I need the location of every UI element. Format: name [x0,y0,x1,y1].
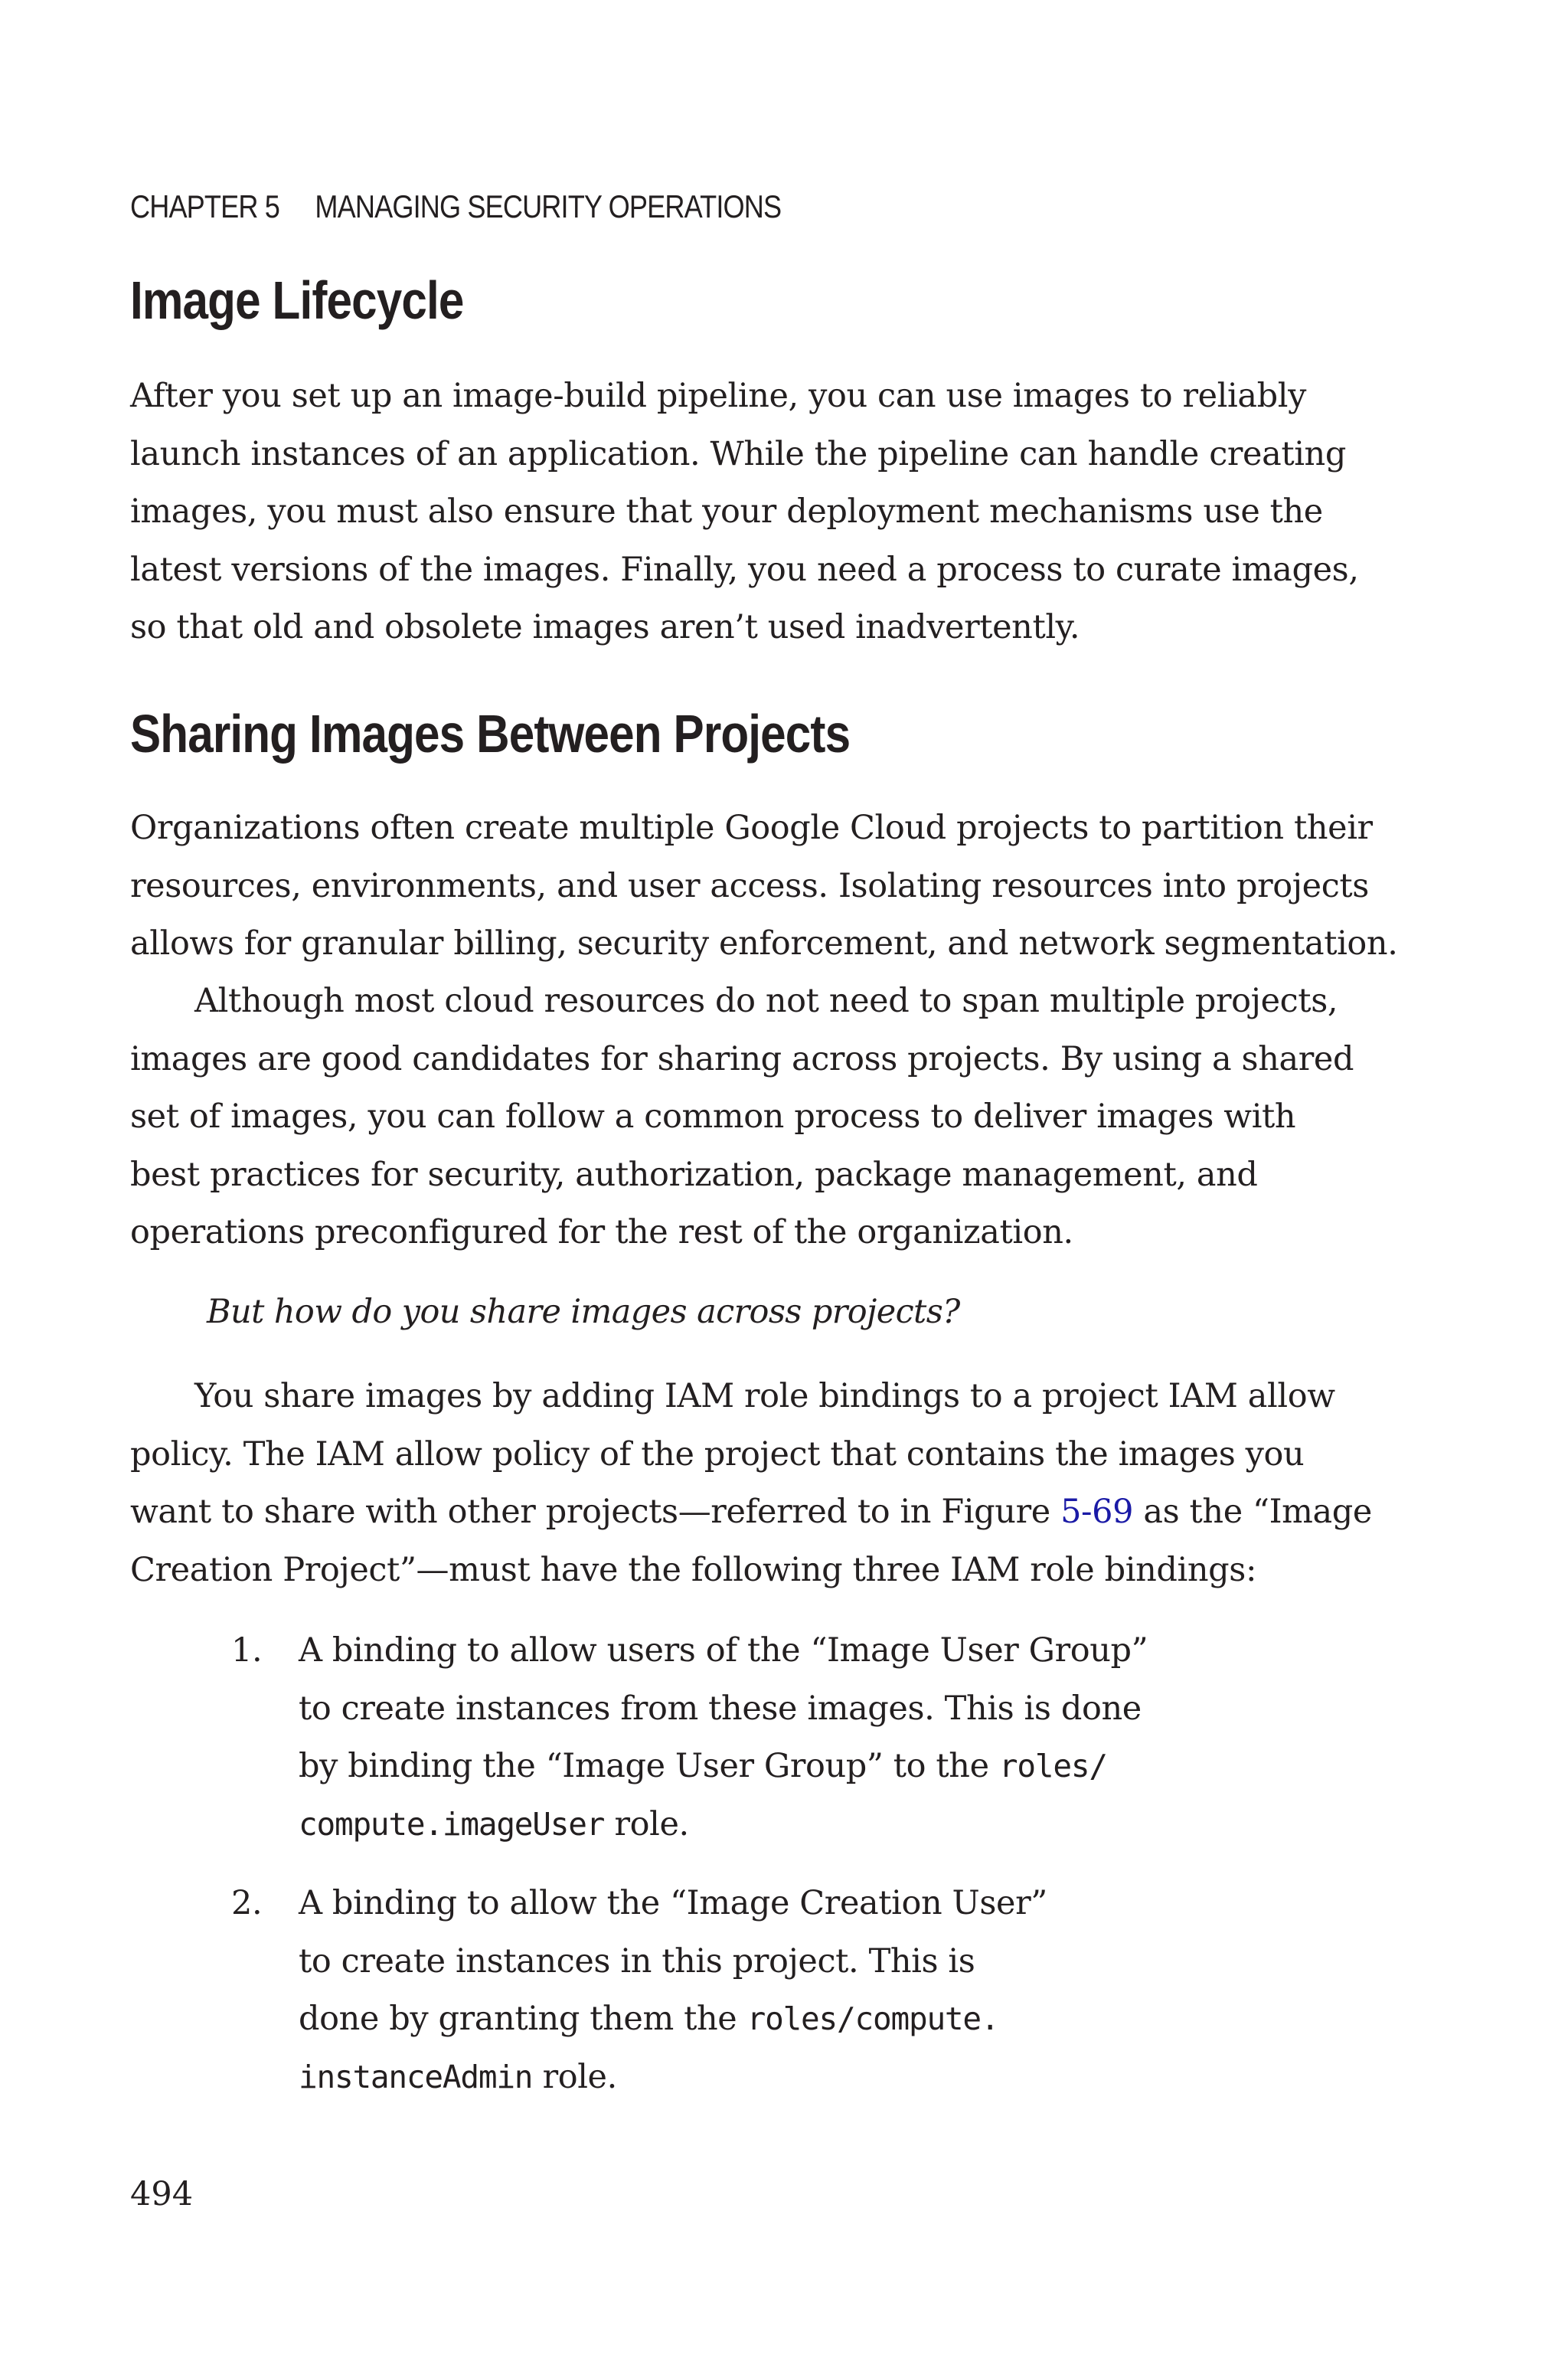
text-line: resources, environments, and user access. Isolating resources into projects [130,866,1369,905]
chapter-title: MANAGING SECURITY OPERATIONS [315,188,782,224]
text-line: set of images, you can follow a common process to deliver images with [130,1097,1296,1136]
text-line [299,1796,1148,1854]
page-number: 494 [130,2175,194,2213]
text-line: Although most cloud resources do not need to span multiple projects, [194,982,1338,1020]
text-line: operations preconfigured for the rest of the organization. [130,1213,1073,1251]
text-line [299,2049,1047,2107]
text-line: After you set up an image-build pipeline, you can use images to reliably [130,377,1306,415]
list-number: 1. [231,1631,263,1670]
paragraph-iam-bindings [130,1368,1401,1599]
text-line: You share images by adding IAM role bindings to a project IAM allow [194,1377,1335,1415]
text-segment: want to share with other projects—referred to in Figure [130,1493,1061,1531]
paragraph-image-lifecycle [130,368,1401,657]
text-line: images are good candidates for sharing across projects. By using a shared [130,1039,1354,1078]
text-line [299,1990,1047,2049]
text-segment: by binding the “Image User Group” to the [299,1747,999,1785]
list-item-body [299,1622,1148,1853]
text-line: to create instances from these images. This is done [299,1689,1142,1728]
text-line [299,1738,1148,1796]
text-line [130,1483,1401,1542]
italic-question: But how do you share images across projects? [207,1293,960,1331]
code-snippet: roles/ [998,1748,1107,1784]
section-heading-image-lifecycle: Image Lifecycle [130,270,464,330]
paragraph-organizations [130,800,1401,973]
text-line: policy. The IAM allow policy of the project that contains the images you [130,1434,1305,1474]
text-line: Organizations often create multiple Google Cloud projects to partition their [130,809,1373,847]
chapter-number: CHAPTER 5 [130,188,279,224]
text-segment: done by granting them the [299,2000,747,2038]
text-segment: role. [532,2057,617,2096]
text-line: allows for granular billing, security enforcement, and network segmentation. [130,924,1398,963]
text-line: A binding to allow the “Image Creation User” [299,1884,1047,1922]
text-line: to create instances in this project. This is [299,1941,975,1981]
text-line: images, you must also ensure that your deployment mechanisms use the [130,492,1323,531]
paragraph-shared-images [130,973,1401,1262]
text-segment: role. [604,1804,689,1843]
list-item-body [299,1875,1047,2106]
figure-reference-link[interactable]: 5-69 [1060,1493,1134,1531]
text-segment: as the “Image [1133,1493,1372,1531]
text-line: launch instances of an application. While the pipeline can handle creating [130,434,1346,473]
section-heading-sharing-images: Sharing Images Between Projects [130,704,851,764]
text-line: latest versions of the images. Finally, you need a process to curate images, [130,550,1359,589]
code-snippet: compute.imageUser [299,1805,605,1843]
text-line: best practices for security, authorization, package management, and [130,1155,1258,1194]
list-number: 2. [231,1884,263,1922]
running-head [130,188,781,225]
code-snippet: instanceAdmin [299,2058,533,2095]
text-line: so that old and obsolete images aren’t used inadvertently. [130,608,1080,646]
text-line: Creation Project”—must have the following three IAM role bindings: [130,1550,1257,1589]
code-snippet: roles/compute. [746,2000,999,2037]
text-line: A binding to allow users of the “Image User Group” [299,1631,1148,1670]
